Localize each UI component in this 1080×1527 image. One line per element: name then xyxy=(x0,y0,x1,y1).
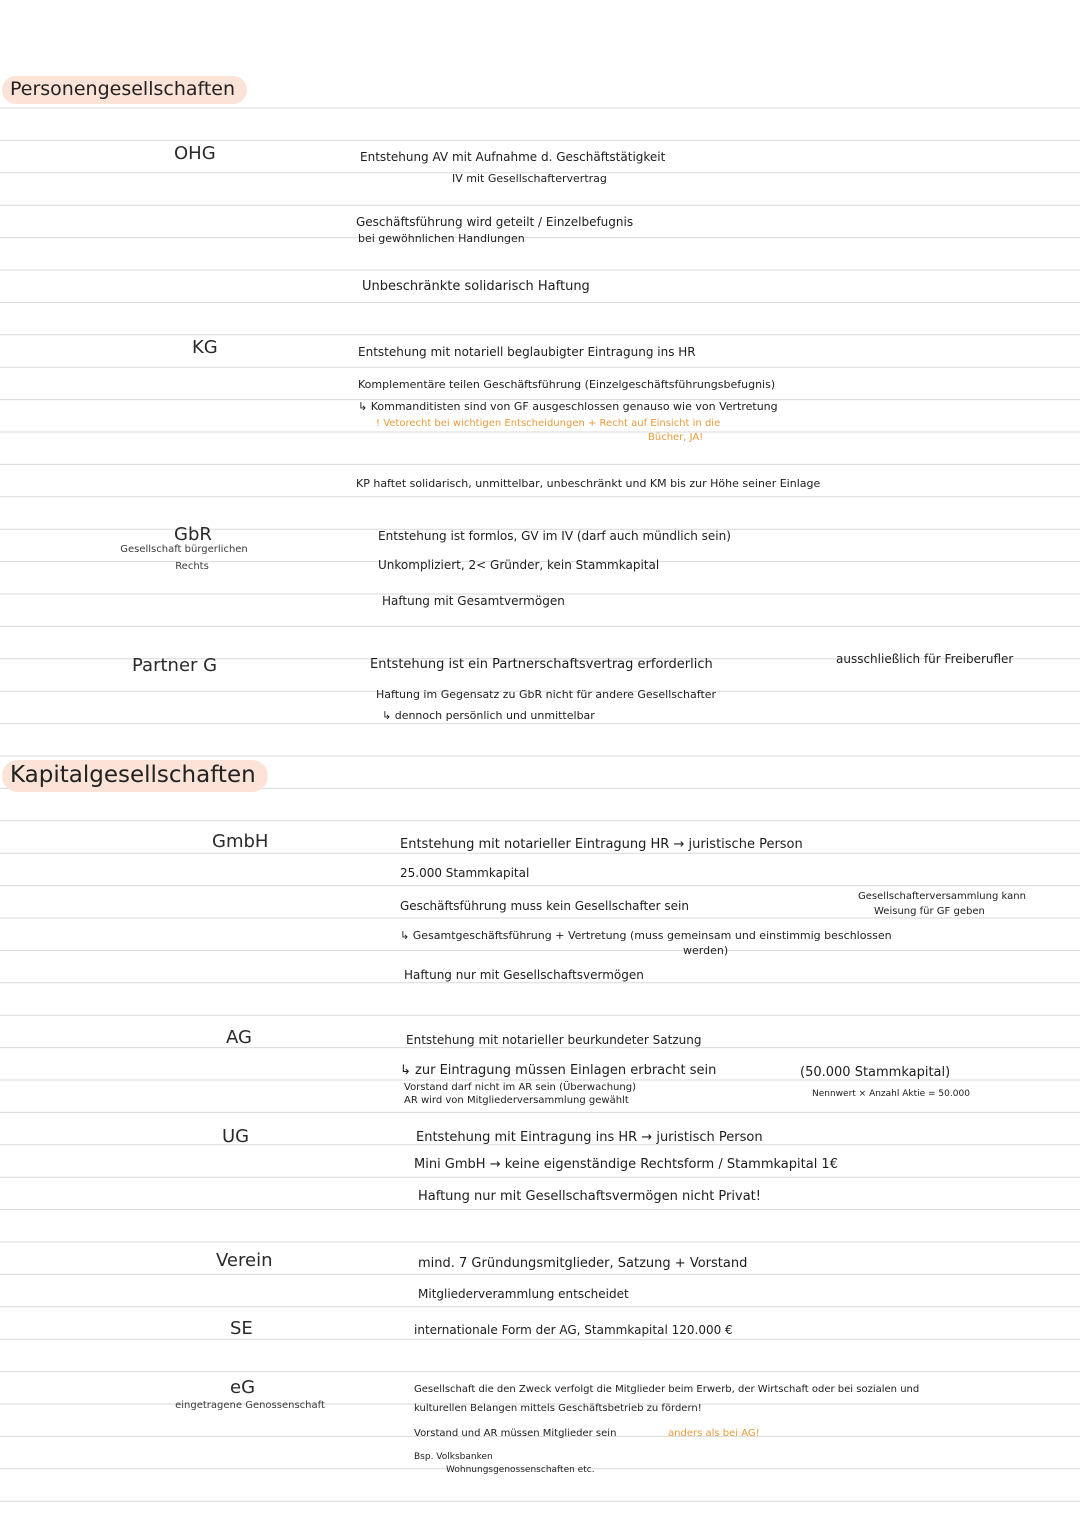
ag-line-2b: (50.000 Stammkapital) xyxy=(800,1065,951,1080)
verein-line-1: mind. 7 Gründungsmitglieder, Satzung + Vorstand xyxy=(418,1256,748,1271)
verein-line-2: Mitgliederverammlung entscheidet xyxy=(418,1287,629,1301)
gmbh-line-4: ↳ Gesamtgeschäftsführung + Vertretung (muss gemeinsam und einstimmig beschlossen xyxy=(400,929,892,942)
ag-line-1: Entstehung mit notarieller beurkundeter Satzung xyxy=(406,1033,702,1047)
gmbh-note-2: Weisung für GF geben xyxy=(874,906,985,917)
legal-form-gmbh: GmbH xyxy=(212,831,269,852)
kg-line-2: Komplementäre teilen Geschäftsführung (Einzelgeschäftsführungsbefugnis) xyxy=(358,378,776,391)
gbr-fullname-2: Rechts xyxy=(175,561,209,572)
ohg-line-5: Unbeschränkte solidarisch Haftung xyxy=(362,279,590,294)
ug-line-3: Haftung nur mit Gesellschaftsvermögen nicht Privat! xyxy=(418,1189,761,1204)
section-title-kapitalgesellschaften: Kapitalgesellschaften xyxy=(2,760,268,792)
eg-line-2: kulturellen Belangen mittels Geschäftsbetrieb zu fördern! xyxy=(414,1403,702,1414)
kg-line-1: Entstehung mit notariell beglaubigter Eintragung ins HR xyxy=(358,345,696,359)
legal-form-gbr: GbR xyxy=(174,524,212,545)
kg-line-5: Bücher, JA! xyxy=(648,432,704,443)
ag-line-3: Vorstand darf nicht im AR sein (Überwachung) xyxy=(404,1082,636,1093)
kg-line-6: KP haftet solidarisch, unmittelbar, unbeschränkt und KM bis zur Höhe seiner Einlage xyxy=(356,477,821,490)
legal-form-ag: AG xyxy=(226,1027,252,1048)
legal-form-ug: UG xyxy=(222,1126,250,1147)
kg-line-4: ! Vetorecht bei wichtigen Entscheidungen + Recht auf Einsicht in die xyxy=(376,418,721,429)
gmbh-line-2: 25.000 Stammkapital xyxy=(400,866,530,880)
gbr-line-2: Unkompliziert, 2< Gründer, kein Stammkapital xyxy=(378,558,660,572)
legal-form-se: SE xyxy=(230,1318,253,1339)
legal-form-eg: eG xyxy=(230,1377,256,1398)
legal-form-kg: KG xyxy=(192,337,218,358)
ohg-line-4: bei gewöhnlichen Handlungen xyxy=(358,232,525,245)
kg-line-3: ↳ Kommanditisten sind von GF ausgeschlossen genauso wie von Vertretung xyxy=(358,400,778,413)
gmbh-line-6: Haftung nur mit Gesellschaftsvermögen xyxy=(404,968,644,982)
ug-line-2: Mini GmbH → keine eigenständige Rechtsform / Stammkapital 1€ xyxy=(414,1157,838,1172)
gmbh-line-5: werden) xyxy=(683,944,729,957)
legal-form-partner-g: Partner G xyxy=(132,655,218,676)
ag-line-4: AR wird von Mitgliederversammlung gewählt xyxy=(404,1095,629,1106)
ag-formula: Nennwert × Anzahl Aktie = 50.000 xyxy=(812,1089,970,1099)
ohg-line-2: IV mit Gesellschaftervertrag xyxy=(452,172,607,185)
section-title-personengesellschaften: Personengesellschaften xyxy=(2,76,247,104)
eg-line-3b: anders als bei AG! xyxy=(668,1428,760,1439)
legal-form-verein: Verein xyxy=(216,1250,273,1271)
ag-line-2: ↳ zur Eintragung müssen Einlagen erbracht sein xyxy=(400,1063,717,1078)
ohg-line-3: Geschäftsführung wird geteilt / Einzelbefugnis xyxy=(356,215,634,229)
gbr-line-3: Haftung mit Gesamtvermögen xyxy=(382,594,565,608)
gmbh-line-3: Geschäftsführung muss kein Gesellschafter sein xyxy=(400,899,689,913)
ug-line-1: Entstehung mit Eintragung ins HR → juristisch Person xyxy=(416,1130,763,1145)
legal-form-ohg: OHG xyxy=(174,143,216,164)
partner-line-2: Haftung im Gegensatz zu GbR nicht für andere Gesellschafter xyxy=(376,688,717,701)
gbr-fullname-1: Gesellschaft bürgerlichen xyxy=(120,544,248,555)
eg-fullname: eingetragene Genossenschaft xyxy=(175,1400,325,1411)
eg-line-1: Gesellschaft die den Zweck verfolgt die Mitglieder beim Erwerb, der Wirtschaft oder bei sozialen und xyxy=(414,1384,920,1395)
partner-side-note: ausschließlich für Freiberufler xyxy=(836,652,1014,666)
gmbh-line-1: Entstehung mit notarieller Eintragung HR → juristische Person xyxy=(400,837,803,852)
eg-line-3: Vorstand und AR müssen Mitglieder sein xyxy=(414,1428,617,1439)
eg-line-5: Wohnungsgenossenschaften etc. xyxy=(446,1465,595,1475)
eg-line-4: Bsp. Volksbanken xyxy=(414,1452,493,1462)
gbr-line-1: Entstehung ist formlos, GV im IV (darf auch mündlich sein) xyxy=(378,529,731,543)
se-line-1: internationale Form der AG, Stammkapital 120.000 € xyxy=(414,1323,733,1337)
ohg-line-1: Entstehung AV mit Aufnahme d. Geschäftstätigkeit xyxy=(360,150,666,164)
gmbh-note-1: Gesellschafterversammlung kann xyxy=(858,891,1026,902)
partner-line-3: ↳ dennoch persönlich und unmittelbar xyxy=(382,709,595,722)
partner-line-1: Entstehung ist ein Partnerschaftsvertrag erforderlich xyxy=(370,657,713,672)
